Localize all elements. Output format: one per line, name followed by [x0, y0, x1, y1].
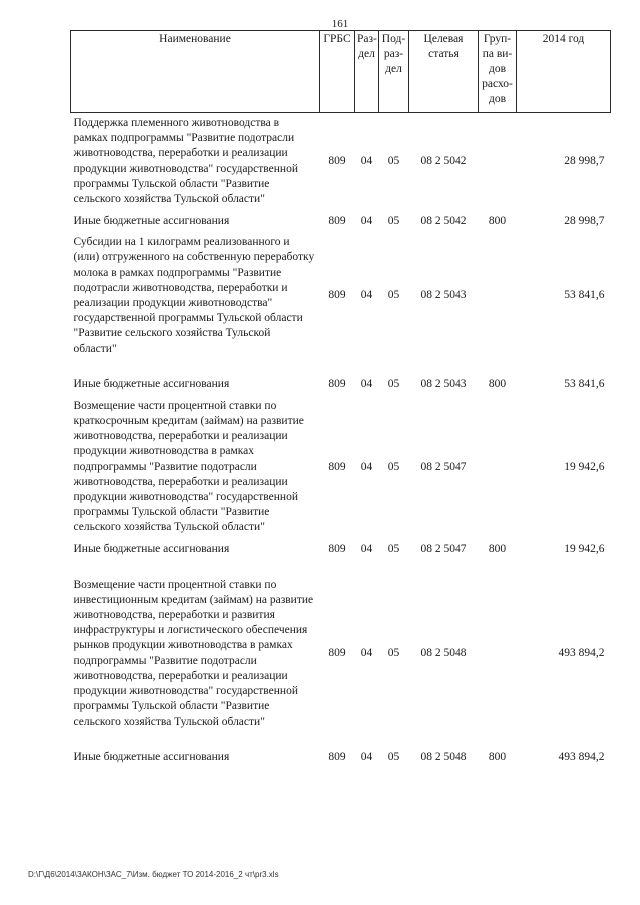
row-razdel: 04 [360, 751, 373, 764]
page-number: 161 [331, 18, 349, 30]
row-expense-group: 800 [488, 214, 507, 227]
row-sum: 28 998,7 [564, 214, 605, 227]
table-header-row [71, 31, 611, 113]
header-razdel: Раз- дел [355, 31, 379, 113]
row-sum: 19 942,6 [564, 543, 605, 556]
row-grbs: 809 [328, 289, 346, 302]
row-grbs: 809 [328, 460, 346, 473]
row-name: Иные бюджетные ассигнования [73, 751, 230, 764]
row-sum: 19 942,6 [564, 460, 605, 473]
row-sum: 53 841,6 [564, 378, 605, 391]
row-expense-group: 800 [488, 378, 507, 391]
row-sum: 53 841,6 [564, 289, 605, 302]
row-razdel: 04 [360, 378, 373, 391]
row-name: Возмещение части процентной ставки по краткосрочным кредитам (займам) на развитие животноводства, переработки и реализации продукции животноводства в рамках подпрограммы "Развитие подотрасли животноводства, переработки и реализации продукции животноводства" государственной программы Тульской области "Развитие сельского хозяйства Тульской области" [73, 399, 304, 534]
table-row [71, 575, 611, 733]
row-grbs: 809 [328, 543, 346, 556]
row-expense-group: 800 [488, 543, 507, 556]
header-target-article: Целевая статья [409, 31, 479, 113]
table-row [71, 396, 611, 539]
table-row [71, 113, 611, 211]
row-podrazdel: 05 [387, 289, 400, 302]
row-target-article: 08 2 5048 [420, 647, 467, 660]
row-grbs: 809 [328, 647, 346, 660]
row-razdel: 04 [360, 543, 373, 556]
row-grbs: 809 [328, 155, 346, 167]
row-razdel: 04 [360, 289, 373, 302]
row-name: Иные бюджетные ассигнования [73, 214, 230, 227]
header-grbs: ГРБС [320, 31, 355, 113]
row-podrazdel: 05 [387, 460, 400, 473]
row-target-article: 08 2 5048 [420, 751, 467, 764]
table-row [71, 747, 611, 769]
row-name: Иные бюджетные ассигнования [73, 543, 230, 556]
row-name: Возмещение части процентной ставки по инвестиционным кредитам (займам) на развитие животноводства, переработки и развития инфраструктуры и логистического обеспечения рынков продукции животноводства в рамках подпрограммы "Развитие подотрасли животноводства, переработки и реализации продукции животноводства" государственной программы Тульской области "Развитие сельского хозяйства Тульской области" [73, 578, 314, 728]
row-target-article: 08 2 5047 [420, 460, 467, 473]
row-expense-group [479, 396, 517, 539]
row-name: Субсидии на 1 килограмм реализованного и (или) отгруженного на собственную переработку молока в рамках подпрограммы "Развитие подотрасли животноводства, переработки и реализации продукции животноводства" государственной программы Тульской области "Развитие сельского хозяйства Тульской области" [73, 236, 315, 355]
row-expense-group [479, 232, 517, 360]
row-sum: 28 998,7 [564, 155, 605, 167]
file-path-footer: D:\Г\Д6\2014\ЗАКОН\ЗАС_7\Изм. бюджет ТО 2014-2016_2 чт\pr3.xls [28, 870, 279, 879]
row-sum: 493 894,2 [558, 647, 605, 660]
row-target-article: 08 2 5043 [420, 289, 467, 302]
row-razdel: 04 [360, 460, 373, 473]
row-podrazdel: 05 [387, 378, 400, 391]
row-target-article: 08 2 5043 [420, 378, 467, 391]
header-year-2014: 2014 год [517, 31, 611, 113]
row-name: Поддержка племенного животноводства в рамках подпрограммы "Развитие подотрасли животноводства, переработки и реализации продукции животноводства" государственной программы Тульской области "Развитие сельского хозяйства Тульской области" [73, 117, 298, 206]
row-target-article: 08 2 5047 [420, 543, 467, 556]
header-podrazdel: Под- раз- дел [379, 31, 409, 113]
row-name: Иные бюджетные ассигнования [73, 378, 230, 391]
row-razdel: 04 [360, 214, 373, 227]
row-podrazdel: 05 [387, 214, 400, 227]
row-podrazdel: 05 [387, 155, 400, 167]
row-razdel: 04 [360, 647, 373, 660]
row-razdel: 04 [360, 155, 373, 167]
row-grbs: 809 [328, 378, 346, 391]
row-target-article: 08 2 5042 [420, 155, 467, 167]
header-name: Наименование [71, 31, 320, 113]
table-row [71, 210, 611, 232]
row-expense-group [479, 575, 517, 733]
row-sum: 493 894,2 [558, 751, 605, 764]
table-row [71, 539, 611, 561]
row-expense-group: 800 [488, 751, 507, 764]
row-podrazdel: 05 [387, 647, 400, 660]
row-target-article: 08 2 5042 [420, 214, 467, 227]
header-expense-group: Груп- па ви- дов расхо- дов [479, 31, 517, 113]
budget-table [70, 30, 611, 769]
row-grbs: 809 [328, 214, 346, 227]
row-expense-group [479, 113, 517, 211]
table-row [71, 232, 611, 360]
row-podrazdel: 05 [387, 751, 400, 764]
table-row [71, 374, 611, 396]
row-grbs: 809 [328, 751, 346, 764]
row-podrazdel: 05 [387, 543, 400, 556]
